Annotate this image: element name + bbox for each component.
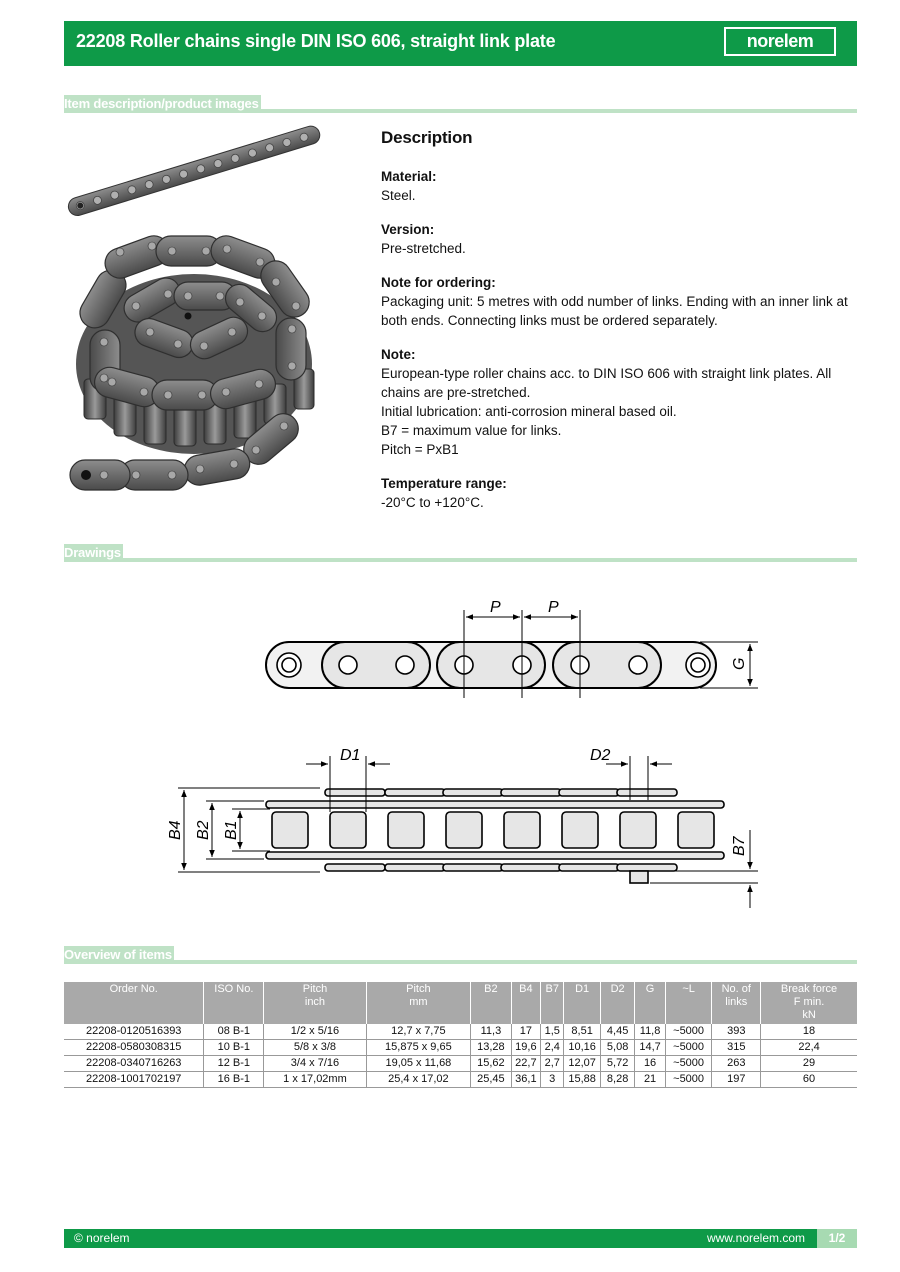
- col-break-force: Break force F min. kN: [761, 982, 857, 1024]
- version-label: Version:: [381, 222, 435, 237]
- note-line: Initial lubrication: anti-corrosion mineral based oil.: [381, 404, 677, 419]
- cell-d1: 8,51: [564, 1024, 601, 1040]
- technical-drawing: [160, 590, 780, 920]
- dim-label-b1: B1: [223, 820, 240, 840]
- cell-pitch-mm: 19,05 x 11,68: [366, 1056, 470, 1072]
- description-panel: [381, 128, 857, 527]
- note-label: Note:: [381, 347, 416, 362]
- table-row: [64, 1040, 857, 1056]
- dim-label-b2: B2: [195, 820, 212, 840]
- cell-d2: 5,72: [600, 1056, 634, 1072]
- section-drawings: [64, 544, 857, 562]
- cell-g: 16: [635, 1056, 665, 1072]
- version-block: [381, 220, 857, 258]
- note-line: European-type roller chains acc. to DIN ISO 606 with straight link plates. All chains are pre-stretched.: [381, 366, 832, 400]
- col-iso-no: ISO No.: [204, 982, 264, 1024]
- cell-links: 393: [712, 1024, 761, 1040]
- website-link[interactable]: www.norelem.com: [706, 1231, 805, 1245]
- col-b4: B4: [511, 982, 540, 1024]
- table-row: [64, 1024, 857, 1040]
- col-pitch-inch: Pitch inch: [264, 982, 366, 1024]
- cell-order-no: 22208-1001702197: [64, 1072, 204, 1088]
- cell-l: ~5000: [665, 1056, 712, 1072]
- cell-iso-no: 12 B-1: [204, 1056, 264, 1072]
- col-b7: B7: [541, 982, 564, 1024]
- cell-break-force: 29: [761, 1056, 857, 1072]
- cell-pitch-mm: 25,4 x 17,02: [366, 1072, 470, 1088]
- cell-links: 263: [712, 1056, 761, 1072]
- section-item-description: [64, 95, 857, 113]
- cell-b2: 11,3: [471, 1024, 512, 1040]
- page-title: 22208 Roller chains single DIN ISO 606, straight link plate: [76, 31, 556, 51]
- col-links: No. of links: [712, 982, 761, 1024]
- cell-pitch-inch: 3/4 x 7/16: [264, 1056, 366, 1072]
- col-d2: D2: [600, 982, 634, 1024]
- cell-l: ~5000: [665, 1072, 712, 1088]
- note-block: [381, 345, 857, 459]
- cell-pitch-mm: 15,875 x 9,65: [366, 1040, 470, 1056]
- section-divider: [64, 960, 857, 964]
- cell-iso-no: 16 B-1: [204, 1072, 264, 1088]
- cell-d2: 4,45: [600, 1024, 634, 1040]
- dim-label-b7: B7: [731, 836, 748, 856]
- temperature-text: -20°C to +120°C.: [381, 495, 484, 510]
- section-label: Item description/product images: [64, 96, 259, 111]
- note-line: Pitch = PxB1: [381, 442, 459, 457]
- copyright-text: © norelem: [74, 1231, 130, 1245]
- note-ordering-label: Note for ordering:: [381, 275, 496, 290]
- page-footer: [64, 1229, 857, 1248]
- cell-d2: 5,08: [600, 1040, 634, 1056]
- cell-d1: 15,88: [564, 1072, 601, 1088]
- dim-label-p: P: [490, 599, 501, 616]
- cell-d1: 10,16: [564, 1040, 601, 1056]
- cell-b7: 1,5: [541, 1024, 564, 1040]
- cell-b7: 3: [541, 1072, 564, 1088]
- material-text: Steel.: [381, 188, 416, 203]
- cell-d1: 12,07: [564, 1056, 601, 1072]
- cell-iso-no: 10 B-1: [204, 1040, 264, 1056]
- version-text: Pre-stretched.: [381, 241, 466, 256]
- cell-b2: 13,28: [471, 1040, 512, 1056]
- table-row: [64, 1056, 857, 1072]
- cell-g: 21: [635, 1072, 665, 1088]
- cell-break-force: 22,4: [761, 1040, 857, 1056]
- col-g: G: [635, 982, 665, 1024]
- cell-g: 14,7: [635, 1040, 665, 1056]
- col-l: ~L: [665, 982, 712, 1024]
- cell-pitch-inch: 5/8 x 3/8: [264, 1040, 366, 1056]
- cell-b7: 2,4: [541, 1040, 564, 1056]
- logo-text: norelem: [746, 31, 814, 51]
- cell-g: 11,8: [635, 1024, 665, 1040]
- dim-label-d1: D1: [340, 747, 361, 764]
- col-d1: D1: [564, 982, 601, 1024]
- cell-pitch-inch: 1 x 17,02mm: [264, 1072, 366, 1088]
- table-row: [64, 1072, 857, 1088]
- dim-label-p: P: [548, 599, 559, 616]
- col-b2: B2: [471, 982, 512, 1024]
- col-order-no: Order No.: [64, 982, 204, 1024]
- page-header: [64, 21, 857, 66]
- cell-order-no: 22208-0340716263: [64, 1056, 204, 1072]
- cell-links: 315: [712, 1040, 761, 1056]
- material-label: Material:: [381, 169, 437, 184]
- cell-l: ~5000: [665, 1024, 712, 1040]
- note-line: B7 = maximum value for links.: [381, 423, 562, 438]
- col-pitch-mm: Pitch mm: [366, 982, 470, 1024]
- cell-b4: 19,6: [511, 1040, 540, 1056]
- section-overview: [64, 946, 857, 964]
- page-number: 1/2: [817, 1229, 857, 1248]
- temperature-block: [381, 474, 857, 512]
- cell-break-force: 60: [761, 1072, 857, 1088]
- cell-l: ~5000: [665, 1040, 712, 1056]
- table-header-row: [64, 982, 857, 1024]
- dim-label-b4: B4: [167, 820, 184, 840]
- cell-pitch-inch: 1/2 x 5/16: [264, 1024, 366, 1040]
- dim-label-d2: D2: [590, 747, 611, 764]
- section-label: Drawings: [64, 545, 121, 560]
- roller-chain-product-image: [64, 124, 329, 519]
- cell-b2: 25,45: [471, 1072, 512, 1088]
- items-table: [64, 982, 857, 1088]
- section-label: Overview of items: [64, 947, 172, 962]
- cell-break-force: 18: [761, 1024, 857, 1040]
- cell-b4: 17: [511, 1024, 540, 1040]
- temperature-label: Temperature range:: [381, 476, 507, 491]
- cell-iso-no: 08 B-1: [204, 1024, 264, 1040]
- section-divider: [64, 558, 857, 562]
- norelem-logo: [724, 27, 836, 56]
- description-heading: Description: [381, 128, 473, 147]
- material-block: [381, 167, 857, 205]
- dim-label-g: G: [731, 657, 748, 670]
- chain-top-view: [266, 642, 716, 688]
- cell-b2: 15,62: [471, 1056, 512, 1072]
- cell-order-no: 22208-0120516393: [64, 1024, 204, 1040]
- note-ordering-text: Packaging unit: 5 metres with odd number of links. Ending with an inner link at both ends. Connecting links must be ordered separately.: [381, 294, 848, 328]
- cell-b4: 36,1: [511, 1072, 540, 1088]
- cell-order-no: 22208-0580308315: [64, 1040, 204, 1056]
- cell-d2: 8,28: [600, 1072, 634, 1088]
- cell-links: 197: [712, 1072, 761, 1088]
- chain-side-view: [266, 789, 724, 883]
- cell-b4: 22,7: [511, 1056, 540, 1072]
- cell-pitch-mm: 12,7 x 7,75: [366, 1024, 470, 1040]
- note-ordering-block: [381, 273, 857, 330]
- cell-b7: 2,7: [541, 1056, 564, 1072]
